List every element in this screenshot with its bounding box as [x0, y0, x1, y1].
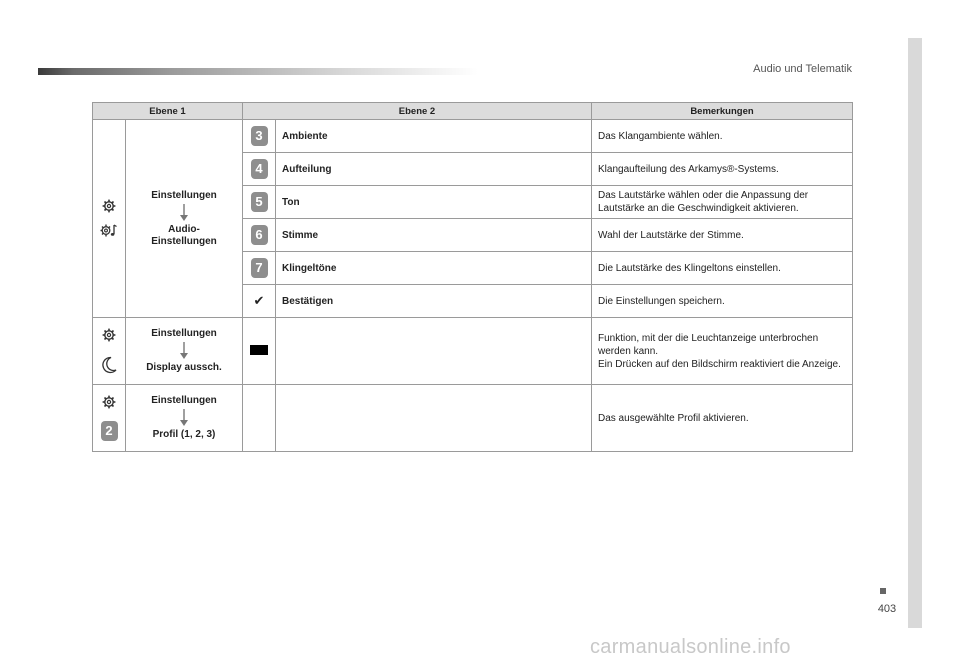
level2-label: Klingeltöne	[276, 252, 592, 285]
row-marker	[243, 153, 276, 186]
page-edge-strip	[908, 38, 922, 628]
level1-sublabel: Audio- Einstellungen	[151, 223, 217, 247]
level2-label	[276, 385, 592, 452]
remark: Wahl der Lautstärke der Stimme.	[592, 219, 853, 252]
row-marker	[243, 385, 276, 452]
settings-table	[92, 102, 853, 452]
page-marker	[880, 588, 886, 594]
arrow-down-icon	[179, 342, 189, 360]
level2-label: Stimme	[276, 219, 592, 252]
row-marker	[243, 318, 276, 385]
remark: Das Klangambiente wählen.	[592, 120, 853, 153]
level1-sublabel: Profil (1, 2, 3)	[152, 429, 216, 440]
number-badge: 3	[251, 126, 268, 146]
remark: Die Einstellungen speichern.	[592, 285, 853, 318]
row-marker	[243, 285, 276, 318]
level2-label: Bestätigen	[276, 285, 592, 318]
remark: Das ausgewählte Profil aktivieren.	[592, 385, 853, 452]
group-icons	[93, 318, 126, 385]
header-level1: Ebene 1	[93, 103, 243, 120]
number-badge: 7	[251, 258, 268, 278]
number-badge: 4	[251, 159, 268, 179]
row-marker	[243, 252, 276, 285]
group-icons	[93, 120, 126, 318]
header-remarks: Bemerkungen	[592, 103, 853, 120]
group-icons	[93, 385, 126, 452]
level1-label: Einstellungen	[151, 328, 217, 339]
level2-label: Aufteilung	[276, 153, 592, 186]
header-level2: Ebene 2	[243, 103, 592, 120]
table-header-row	[93, 103, 853, 120]
arrow-down-icon	[179, 204, 189, 222]
group-level1	[126, 120, 243, 318]
page-number: 403	[877, 603, 897, 615]
level1-sublabel: Display aussch.	[146, 362, 222, 373]
settings-gear-icon	[102, 328, 116, 342]
moon-icon	[101, 356, 117, 374]
remark: Die Lautstärke des Klingeltons einstellen.	[592, 252, 853, 285]
row-marker	[243, 219, 276, 252]
section-title: Audio und Telematik	[753, 63, 852, 75]
header-gradient-bar	[38, 68, 478, 75]
group-level1	[126, 318, 243, 385]
level2-label	[276, 318, 592, 385]
audio-settings-icon	[100, 223, 118, 238]
level2-label: Ambiente	[276, 120, 592, 153]
arrow-down-icon	[179, 409, 189, 427]
level1-label: Einstellungen	[151, 395, 217, 406]
level2-label: Ton	[276, 186, 592, 219]
checkmark-icon: ✔	[253, 293, 265, 308]
level1-label: Einstellungen	[151, 189, 217, 201]
group-level1	[126, 385, 243, 452]
remark: Funktion, mit der die Leuchtanzeige unterbrochen werden kann. Ein Drücken auf den Bildschirm reaktiviert die Anzeige.	[592, 318, 853, 385]
black-screen-icon	[250, 345, 268, 355]
remark: Das Lautstärke wählen oder die Anpassung der Lautstärke an die Geschwindigkeit aktivieren.	[592, 186, 853, 219]
table-row	[93, 120, 853, 153]
table-row	[93, 385, 853, 452]
settings-gear-icon	[102, 199, 116, 213]
number-badge: 5	[251, 192, 268, 212]
profile-2-icon: 2	[101, 421, 118, 441]
row-marker	[243, 120, 276, 153]
row-marker	[243, 186, 276, 219]
watermark: carmanualsonline.info	[590, 636, 791, 658]
remark: Klangaufteilung des Arkamys®-Systems.	[592, 153, 853, 186]
table-row	[93, 318, 853, 385]
number-badge: 6	[251, 225, 268, 245]
settings-gear-icon	[102, 395, 116, 409]
